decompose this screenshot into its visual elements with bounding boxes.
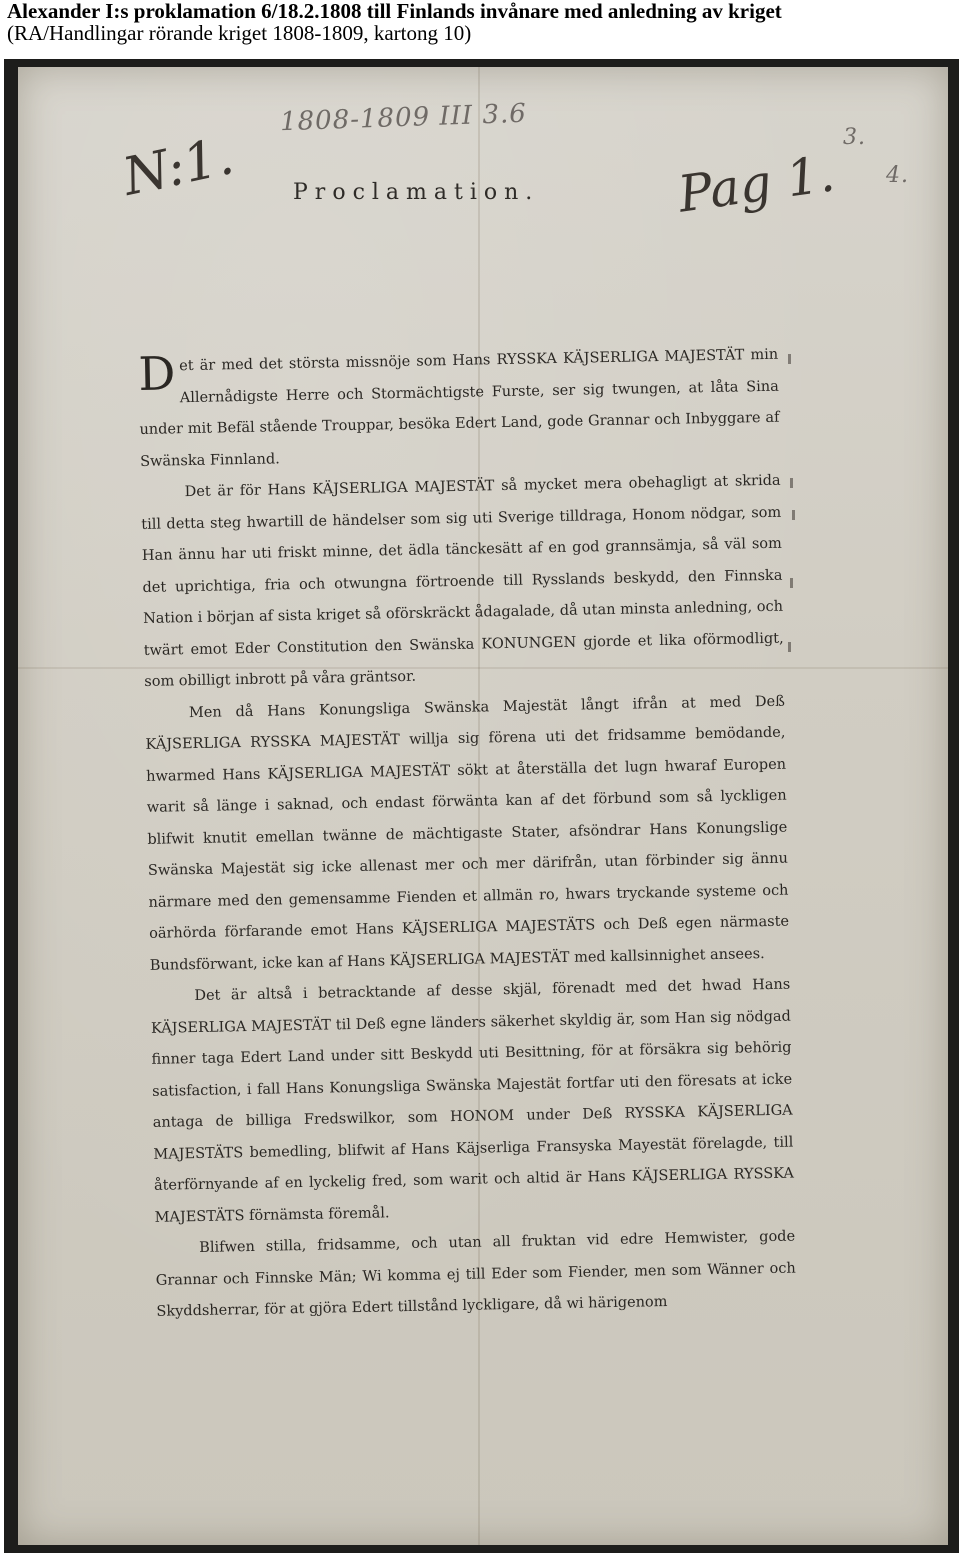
document-heading: Proclamation.	[293, 180, 540, 205]
pencil-reference: 1808-1809 III 3.6	[279, 98, 528, 138]
drop-cap: D	[137, 346, 176, 401]
margin-mark	[792, 510, 795, 520]
paragraph: Det är altså i betracktande af desse skjäl, förenadt med det hwad Hans KÄJSERLIGA MAJESTÄT til Deß egne länders säkerhet skyldig är, som Han sig nödgad finner taga Edert Land under sitt Beskydd uti Besittning, för at försäkra sig behörig satisfaction, i fall Hans Konungsliga Swänska Majestät fortfar uti den föresats at icke antaga de billiga Fredswilkor, som HONOM under Deß RYSSKA KÄJSERLIGA MAJESTÄTS bemedling, blifwit af Hans Käjserliga Fransyska Mayestät förelagde, till återförnyande af en lyckelig fred, som warit och altid är Hans KÄJSERLIGA RYSSKA MAJESTÄTS förnämsta föremål.	[150, 976, 795, 1226]
margin-mark	[788, 642, 791, 652]
folio-number: 3.	[843, 125, 866, 150]
margin-mark	[790, 578, 793, 588]
paragraph: Det är för Hans KÄJSERLIGA MAJESTÄT så mycket mera obehagligt at skrida till detta steg hwartill de händelser som sig uti Sverige tilldraga, Honom nödgar, som Han ännu har uti friskt minne, det ädla tänckesätt af en god grannsämja, så väl som det uprichtiga, fria och otwungna förtroende till Rysslands beskydd, den Finnska Nation i början af sista kriget så oförskräckt ådagalade, då utan minsta anledning, och twärt emot Eder Constitution den Swänska KONUNGEN gjorde et lika oförmodligt, som obilligt inbrott på våra gräntsor.	[141, 472, 784, 690]
page-mark: Pag 1.	[674, 144, 839, 224]
caption-subtitle: (RA/Handlingar rörande kriget 1808-1809, kartong 10)	[7, 21, 472, 45]
folio-number: 4.	[886, 163, 909, 188]
margin-mark	[790, 478, 793, 488]
paragraph: Men då Hans Konungsliga Swänska Majestät långt ifrån at med Deß KÄJSERLIGA RYSSKA MAJESTÄT willja sig förena uti det fridsamme bemödande, hwarmed Hans KÄJSERLIGA MAJESTÄT sökt at återställa det lugn hwaraf Europen warit så länge i saknad, och endast förwänta kan af det förbund som så lyckligen blifwit knutit emellan twänne de mächtigaste Stater, afsöndrar Hans Konungslige Swänska Majestät sig icke allenast mer och mer därifrån, utan förbinder sig ännu närmare med den gemensamme Fienden et allmän ro, hwars tryckande systeme och oärhörda förfarande emot Hans KÄJSERLIGA MAJESTÄTS och Deß egen närmaste Bundsförwant, icke kan af Hans KÄJSERLIGA MAJESTÄT med kallsinnighet ansees.	[145, 693, 790, 974]
paragraph	[138, 340, 780, 478]
margin-marks	[786, 352, 806, 672]
paragraph: Blifwen stilla, fridsamme, och utan all fruktan vid edre Hemwister, gode Grannar och Finnske Män; Wi komma ej till Eder som Fiender, men som Wänner och Skyddsherrar, för at gjöra Edert tillstånd lyckligare, då wi härigenom	[155, 1228, 796, 1320]
scan-frame	[4, 59, 959, 1553]
number-mark: N:1.	[117, 126, 239, 208]
margin-mark	[788, 354, 791, 364]
caption-title: Alexander I:s proklamation 6/18.2.1808 till Finlands invånare med anledning av kriget	[7, 0, 782, 23]
caption	[7, 0, 957, 44]
document-body	[138, 340, 797, 1329]
document-page	[18, 67, 948, 1545]
paragraph-text: et är med det största missnöje som Hans RYSSKA KÄJSERLIGA MAJESTÄT min Allernådigste Herre och Stormächtigste Furste, ser sig twungen, at låta Sina under mit Befäl stående Trouppar, besöka Edert Land, gode Grannar och Inbyggare af Swänska Finnland.	[139, 346, 780, 470]
